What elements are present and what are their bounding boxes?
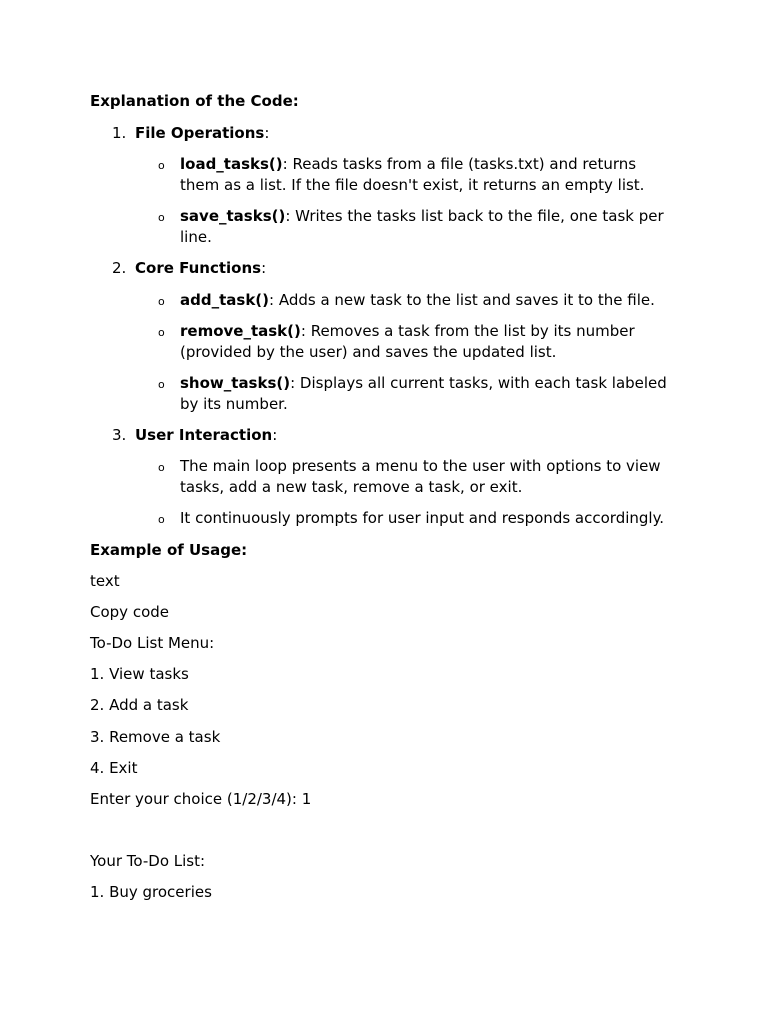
function-name: load_tasks(): [180, 155, 283, 173]
section-title-colon: :: [272, 426, 278, 444]
list-item: [180, 373, 675, 415]
bullet-icon: o: [158, 326, 165, 339]
explanation-heading: Explanation of the Code:: [90, 92, 299, 110]
section-title: [135, 123, 269, 144]
bullet-icon: o: [158, 295, 165, 308]
section-title: [135, 258, 266, 279]
output-line: 4. Exit: [90, 759, 138, 777]
function-name: save_tasks(): [180, 207, 286, 225]
item-description: The main loop presents a menu to the user with options to view tasks, add a new task, remove a task, or exit.: [180, 457, 661, 496]
code-language-label: text: [90, 572, 120, 590]
item-description: : Displays all current tasks, with each task labeled by its number.: [180, 374, 667, 413]
section-title: [135, 425, 277, 446]
section-number: 1.: [112, 124, 127, 142]
list-item: [180, 154, 675, 196]
list-item: [180, 508, 675, 529]
function-name: show_tasks(): [180, 374, 291, 392]
section-number: 2.: [112, 259, 127, 277]
output-line: Your To-Do List:: [90, 852, 206, 870]
bullet-icon: o: [158, 461, 165, 474]
output-line: 1. View tasks: [90, 665, 189, 683]
bullet-icon: o: [158, 513, 165, 526]
output-line: To-Do List Menu:: [90, 634, 215, 652]
list-item: [180, 456, 675, 498]
item-description: : Adds a new task to the list and saves it to the file.: [269, 291, 655, 309]
section-title-text: File Operations: [135, 124, 265, 142]
bullet-icon: o: [158, 211, 165, 224]
section-title-text: User Interaction: [135, 426, 273, 444]
item-description: : Writes the tasks list back to the file, one task per line.: [180, 207, 664, 246]
section-number: 3.: [112, 426, 127, 444]
function-name: add_task(): [180, 291, 270, 309]
item-description: It continuously prompts for user input and responds accordingly.: [180, 509, 665, 527]
item-description: : Removes a task from the list by its number (provided by the user) and saves the updated list.: [180, 322, 635, 361]
bullet-icon: o: [158, 378, 165, 391]
function-name: remove_task(): [180, 322, 301, 340]
output-line: 2. Add a task: [90, 696, 189, 714]
section-title-text: Core Functions: [135, 259, 262, 277]
output-line: 1. Buy groceries: [90, 883, 212, 901]
list-item: [180, 290, 675, 311]
item-description: : Reads tasks from a file (tasks.txt) and returns them as a list. If the file doesn't exist, it returns an empty list.: [180, 155, 645, 194]
section-title-colon: :: [261, 259, 267, 277]
bullet-icon: o: [158, 159, 165, 172]
list-item: [180, 321, 675, 363]
section-title-colon: :: [264, 124, 270, 142]
output-line: 3. Remove a task: [90, 728, 221, 746]
list-item: [180, 206, 675, 248]
example-heading: Example of Usage:: [90, 541, 248, 559]
output-line: Enter your choice (1/2/3/4): 1: [90, 790, 312, 808]
copy-code-button[interactable]: Copy code: [90, 603, 169, 621]
